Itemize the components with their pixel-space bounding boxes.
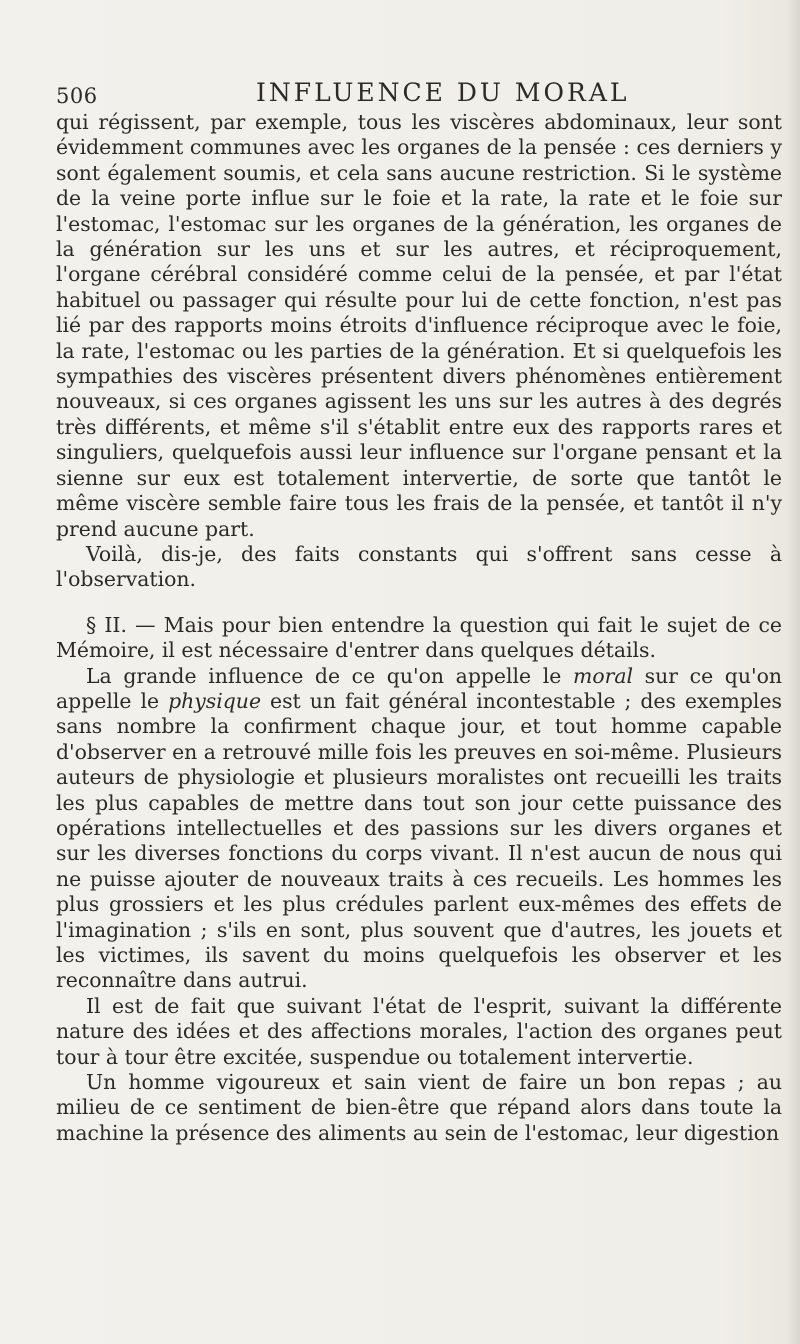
body-text (56, 110, 782, 1146)
page-header (56, 78, 776, 112)
text-run: La grande influence de ce qu'on appelle le (86, 663, 573, 688)
page-number: 506 (56, 84, 98, 108)
paragraph: Voilà, dis-je, des faits constants qui s'offrent sans cesse à l'observation. (56, 541, 782, 592)
page-edge (786, 0, 800, 1344)
em-dash: — (135, 612, 156, 637)
running-head: INFLUENCE DU MORAL (256, 78, 630, 107)
paragraph (56, 664, 782, 994)
section-marker: § II. (86, 612, 127, 637)
text-run: est un fait général incontestable ; des exemples sans nombre la confirment chaque jour, et tout homme capable d'observer en a retrouvé mille fois les preuves en soi-même. Plusieurs auteurs de physiologie et plusieurs moralistes ont recueilli les traits les plus capables de mettre dans tout son jour cette puissance des opérations intellectuelles et des passions sur les divers organes et sur les diverses fonctions du corps vivant. Il n'est aucun de nous qui ne puisse ajouter de nouveaux traits à ces recueils. Les hommes les plus grossiers et les plus crédules parlent eux-mêmes des effets de l'imagination ; s'ils en sont, plus souvent que d'autres, les jouets et les victimes, ils savent du moins quelquefois les observer et les reconnaître dans autrui. (56, 688, 782, 993)
section-paragraph (56, 613, 782, 664)
paragraph: qui régissent, par exemple, tous les viscères abdominaux, leur sont évidemment communes avec les organes de la pensée : ces derniers y sont également soumis, et cela sans aucune restriction. Si le système de la veine porte influe sur le foie et la rate, la rate et le foie sur l'estomac, l'estomac sur les organes de la génération, les organes de la génération sur les uns et sur les autres, et réciproquement, l'organe cérébral considéré comme celui de la pensée, et par l'état habituel ou passager qui résulte pour lui de cette fonction, n'est pas lié par des rapports moins étroits d'influence réciproque avec le foie, la rate, l'estomac ou les parties de la génération. Et si quelquefois les sympathies des viscères présentent divers phénomènes entièrement nouveaux, si ces organes agissent les uns sur les autres à des degrés très différents, et même s'il s'établit entre eux des rapports rares et singuliers, quelquefois aussi leur influence sur l'organe pensant et la sienne sur eux est totalement intervertie, de sorte que tantôt le même viscère semble faire tous les frais de la pensée, et tantôt il n'y prend aucune part. (56, 110, 782, 541)
italic-term: physique (168, 688, 262, 713)
paragraph: Il est de fait que suivant l'état de l'esprit, suivant la différente nature des idées et des affections morales, l'action des organes peut tour à tour être excitée, suspendue ou totalement intervertie. (56, 993, 782, 1069)
paragraph-text: Mais pour bien entendre la question qui fait le sujet de ce Mémoire, il est nécessaire d'entrer dans quelques détails. (56, 612, 782, 663)
paragraph: Un homme vigoureux et sain vient de faire un bon repas ; au milieu de ce sentiment de bien-être que répand alors dans toute la machine la présence des aliments au sein de l'estomac, leur digestion (56, 1070, 782, 1145)
text-run: sur ce qu'on appelle le (56, 663, 782, 713)
italic-term: moral (572, 663, 634, 688)
